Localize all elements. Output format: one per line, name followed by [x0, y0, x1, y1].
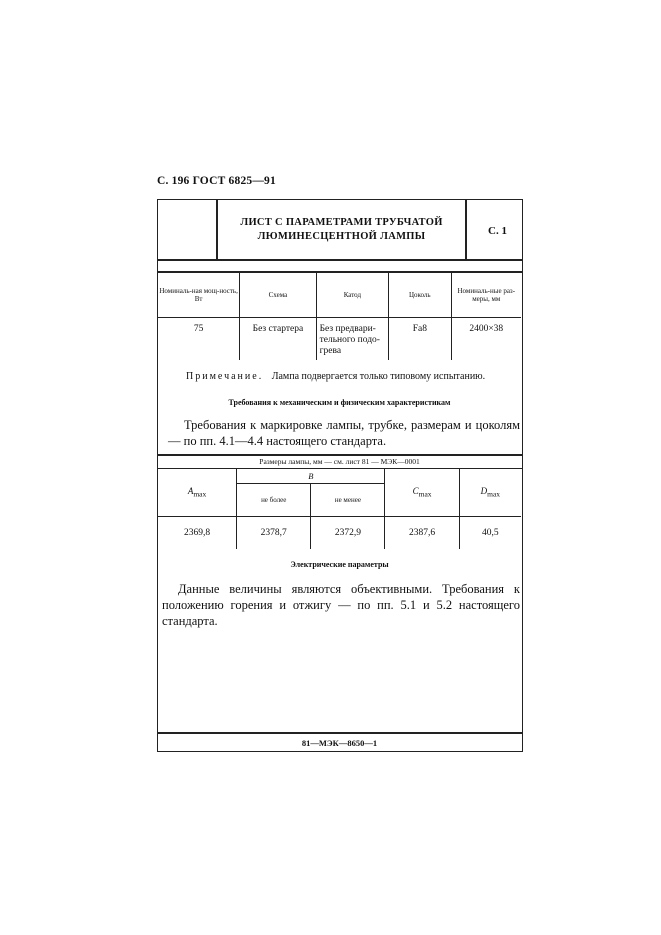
- header-c: [385, 469, 459, 517]
- footer-rule: [158, 732, 522, 734]
- header-a: [158, 469, 237, 517]
- lamp-parameters-table: [158, 272, 521, 360]
- header-b-min: не менее: [311, 484, 385, 517]
- mech-heading: Требования к механическим и физическим характеристикам: [228, 398, 451, 407]
- electric-text: Данные величины являются объективными. Требования к положению горения и отжигу — по пп. 5.1 и 5.2 настоящего стандарта.: [162, 582, 520, 628]
- cell-dimensions: 2400×38: [451, 318, 521, 361]
- table2-header-row: [158, 469, 521, 484]
- header-a-symbol: A: [187, 486, 194, 497]
- cell-scheme: Без стартера: [240, 318, 316, 361]
- table-row: [158, 318, 521, 361]
- cell-cathode: Без предвари-тельного подо-грева: [316, 318, 389, 361]
- table-row: [158, 517, 521, 550]
- table-header-row: [158, 272, 521, 318]
- header-a-subscript: max: [193, 489, 207, 499]
- table2-caption: Размеры лампы, мм — см. лист 81 — МЭК—0001: [259, 457, 420, 466]
- sheet-title: [218, 216, 465, 244]
- sheet-title-line1: ЛИСТ С ПАРАМЕТРАМИ ТРУБЧАТОЙ: [240, 217, 443, 228]
- table2-top-rule: [158, 454, 522, 456]
- note-label: Примечание.: [186, 371, 264, 382]
- cell-b-max: 2378,7: [237, 517, 311, 550]
- header-c-subscript: max: [418, 489, 432, 499]
- sheet-code: 81—МЭК—8650—1: [301, 738, 378, 748]
- header-dimensions: Номиналь-ные раз-меры, мм: [451, 272, 521, 318]
- lamp-dimensions-table: [158, 469, 521, 549]
- title-divider-right: [465, 200, 467, 260]
- electric-heading: Электрические параметры: [290, 560, 389, 569]
- header-base: Цоколь: [389, 272, 451, 318]
- note-text: Лампа подвергается только типовому испытанию.: [271, 371, 486, 382]
- header-c-symbol: C: [412, 486, 419, 497]
- parameter-sheet: [157, 199, 523, 752]
- header-b: B: [237, 469, 385, 484]
- header-b-max: не более: [237, 484, 311, 517]
- header-d: [459, 469, 521, 517]
- cell-d: 40,5: [459, 517, 521, 550]
- sheet-number: С. 1: [488, 225, 507, 237]
- cell-power: 75: [193, 324, 204, 334]
- header-power: Номиналь-ная мощ-ность, Вт: [158, 272, 240, 318]
- sheet-title-line2: ЛЮМИНЕСЦЕНТНОЙ ЛАМПЫ: [257, 231, 426, 242]
- cell-a: 2369,8: [183, 528, 211, 538]
- header-cathode: Катод: [316, 272, 389, 318]
- note: [186, 371, 516, 382]
- page-header: С. 196 ГОСТ 6825—91: [157, 175, 276, 187]
- header-d-symbol: D: [480, 486, 488, 497]
- cell-c: 2387,6: [385, 517, 459, 550]
- mech-text: Требования к маркировке лампы, трубке, размерам и цоколям — по пп. 4.1—4.4 настоящего стандарта.: [168, 418, 520, 448]
- cell-base: Fa8: [389, 318, 451, 361]
- header-scheme: Схема: [240, 272, 316, 318]
- title-rule: [158, 259, 522, 261]
- cell-b-min: 2372,9: [311, 517, 385, 550]
- header-d-subscript: max: [487, 489, 501, 499]
